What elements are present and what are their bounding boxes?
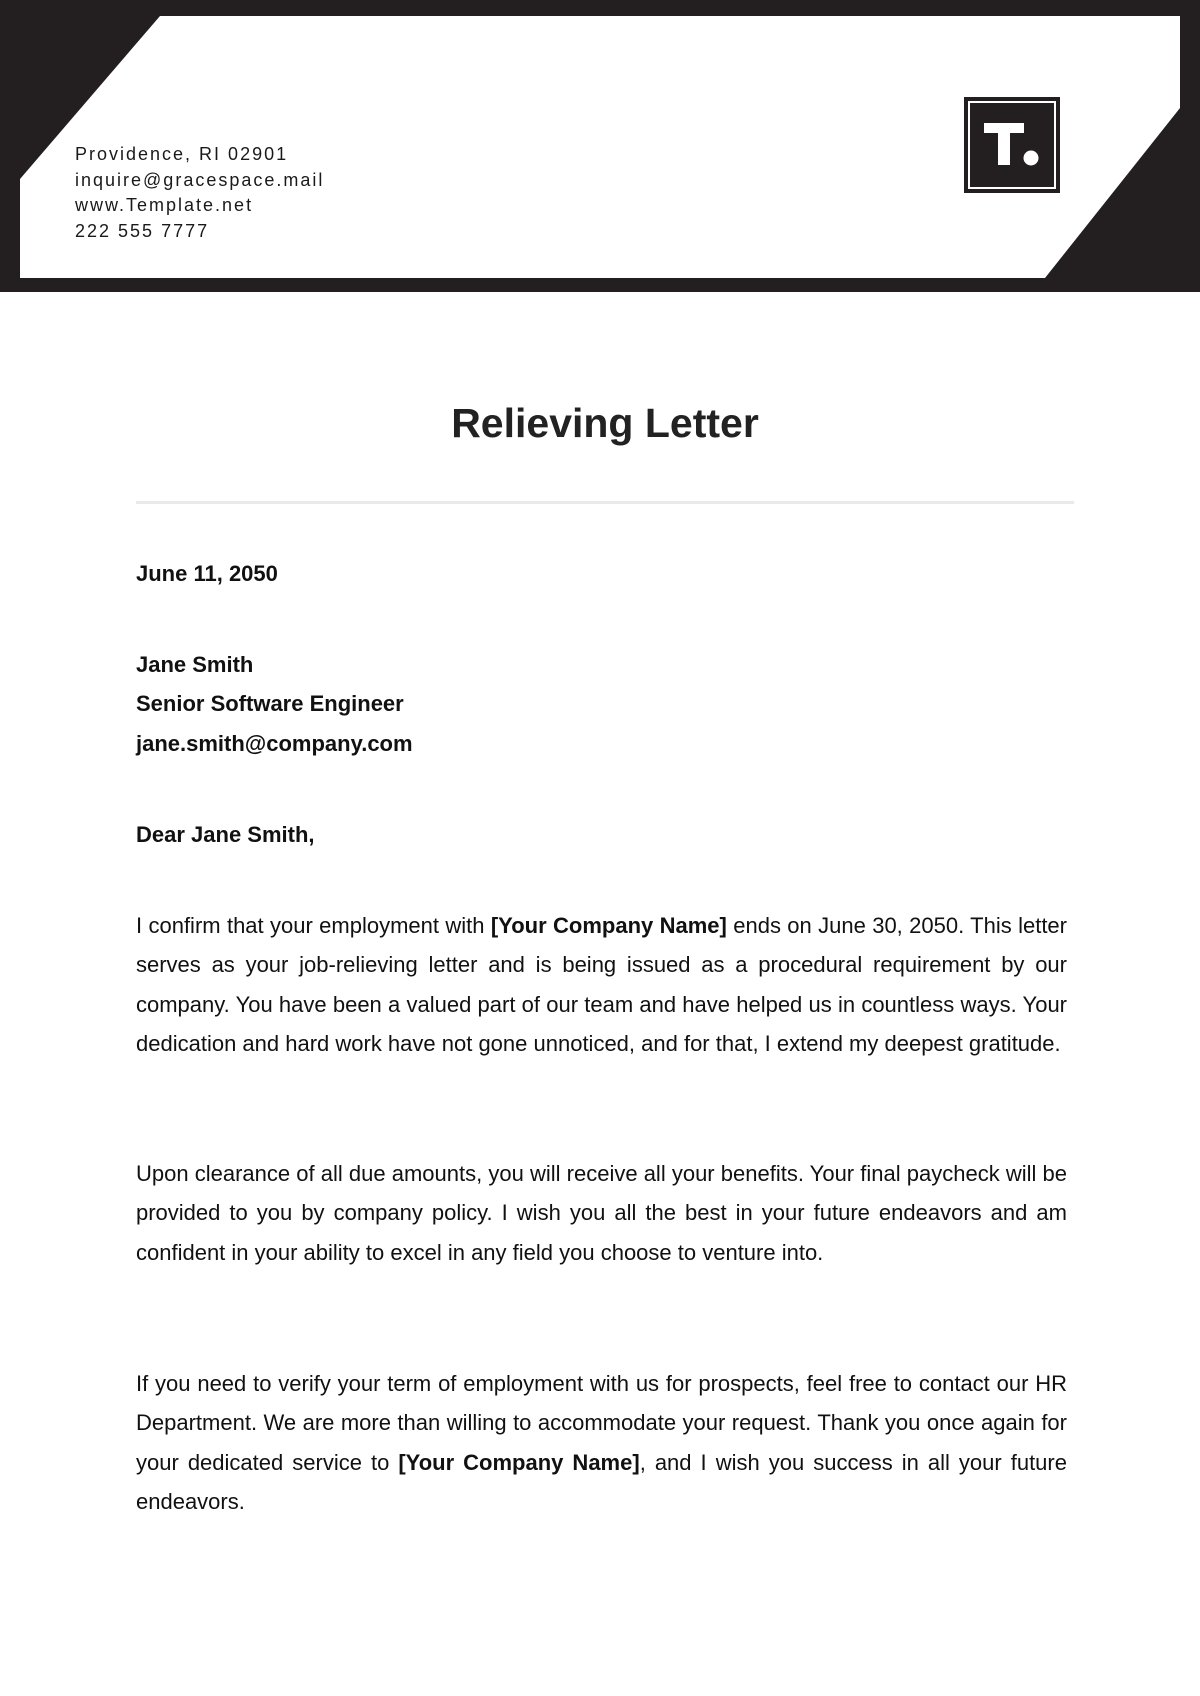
recipient-block [136, 645, 1067, 763]
body-paragraph-3 [136, 1364, 1067, 1522]
paragraph-3-text-end: , and I wish you success in all your future endeavors. [136, 1449, 1067, 1515]
recipient-email: jane.smith@company.com [136, 730, 413, 756]
letterhead-band [0, 0, 1200, 292]
paragraph-1-text-start: I confirm that your employment with [136, 913, 491, 938]
title-divider [136, 501, 1074, 504]
paragraph-3-text-start: If you need to verify your term of employment with us for prospects, feel free to contact our HR Department. We are more than willing to accommodate your request. Thank you once again for your dedicated service to [136, 1371, 1067, 1475]
page-title: Relieving Letter [451, 400, 759, 446]
logo-t-icon [964, 97, 1060, 193]
company-name-placeholder: [Your Company Name] [490, 913, 727, 938]
recipient-position: Senior Software Engineer [136, 691, 404, 717]
contact-website: www.Template.net [75, 195, 254, 215]
paragraph-1-text-end: ends on June 30, 2050. This letter serves as your job-relieving letter and is being issued as a procedural requirement by our company. You have been a valued part of our team and have helped us in countless ways. Your dedication and hard work have not gone unnoticed, and for that, I extend my deepest gratitude. [136, 913, 1067, 1057]
contact-email: inquire@gracespace.mail [75, 169, 325, 190]
body-paragraph-2: Upon clearance of all due amounts, you will receive all your benefits. Your final paycheck will be provided to you by company policy. I wish you all the best in your future endeavors and am confident in your ability to excel in any field you choose to venture into. [136, 1161, 1067, 1265]
company-logo [964, 97, 1060, 193]
contact-address: Providence, RI 02901 [75, 144, 289, 164]
body-paragraph-1 [136, 906, 1067, 1064]
salutation: Dear Jane Smith, [136, 822, 315, 847]
contact-block [75, 142, 324, 244]
letter-date: June 11, 2050 [136, 561, 278, 586]
company-name-placeholder: [Your Company Name] [398, 1449, 640, 1475]
contact-phone: 222 555 7777 [75, 220, 210, 241]
recipient-name: Jane Smith [136, 652, 254, 677]
